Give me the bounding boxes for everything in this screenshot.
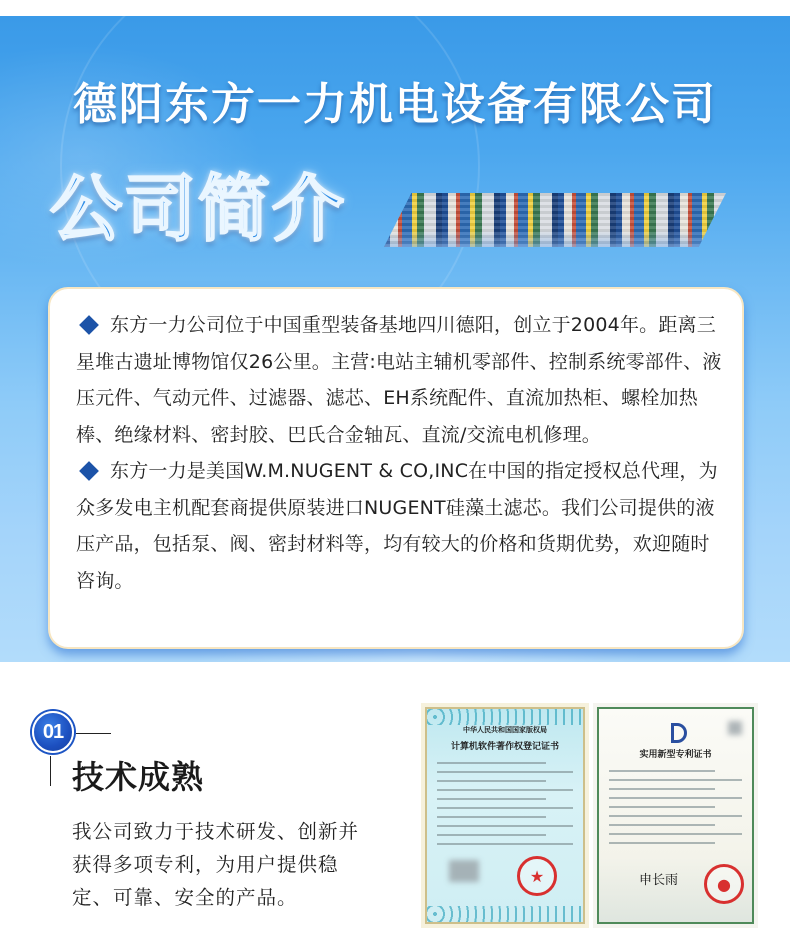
intro-paragraph-1: [76, 307, 722, 453]
intro-paragraph-2: [76, 453, 722, 599]
badge-connector-horizontal: [76, 733, 111, 734]
intro-text-1: 东方一力公司位于中国重型装备基地四川德阳，创立于2004年。距离三星堆古遗址博物馆仅26公里。主营:电站主辅机零部件、控制系统零部件、液压元件、气动元件、过滤器、滤芯、EH系统配件、直流加热柜、螺栓加热棒、绝缘材料、密封胶、巴氏合金轴瓦、直流/交流电机修理。: [76, 314, 722, 446]
section-title: 公司简介: [50, 167, 347, 251]
feature-description: 我公司致力于技术研发、创新并获得多项专利，为用户提供稳定、可靠、安全的产品。: [72, 820, 360, 909]
certificate-title: 实用新型专利证书: [639, 750, 712, 760]
certificate-issuer: 中华人民共和国国家版权局: [463, 725, 547, 734]
redacted-block: [449, 860, 479, 882]
diamond-icon: [79, 461, 99, 481]
cnipa-logo-icon: [671, 723, 687, 743]
feature-title: 技术成熟: [72, 758, 205, 796]
hero-banner: [0, 16, 790, 662]
factory-banner-image: [384, 193, 726, 247]
diamond-icon: [79, 315, 99, 335]
national-emblem-seal-icon: ●: [704, 864, 744, 904]
number-badge: 01: [32, 711, 74, 753]
intro-card: [48, 287, 744, 649]
badge-connector-vertical: [50, 756, 51, 786]
company-name: 德阳东方一力机电设备有限公司: [73, 79, 717, 130]
certificate-body-text: [609, 770, 742, 844]
intro-text-2: 东方一力是美国W.M.NUGENT & CO,INC在中国的指定授权总代理，为众多发电主机配套商提供原装进口NUGENT硅藻土滤芯。我们公司提供的液压产品，包括泵、阀、密封材料等，均有较大的价格和货期优势，欢迎随时咨询。: [76, 460, 718, 592]
qr-code-redacted: [728, 721, 742, 735]
utility-patent-certificate: [593, 703, 758, 928]
certificate-title: 计算机软件著作权登记证书: [450, 742, 559, 752]
certificate-body-text: [437, 762, 573, 845]
signature: 申长雨: [639, 873, 679, 888]
software-copyright-certificate: [421, 703, 589, 928]
official-seal-icon: ★: [517, 856, 557, 896]
